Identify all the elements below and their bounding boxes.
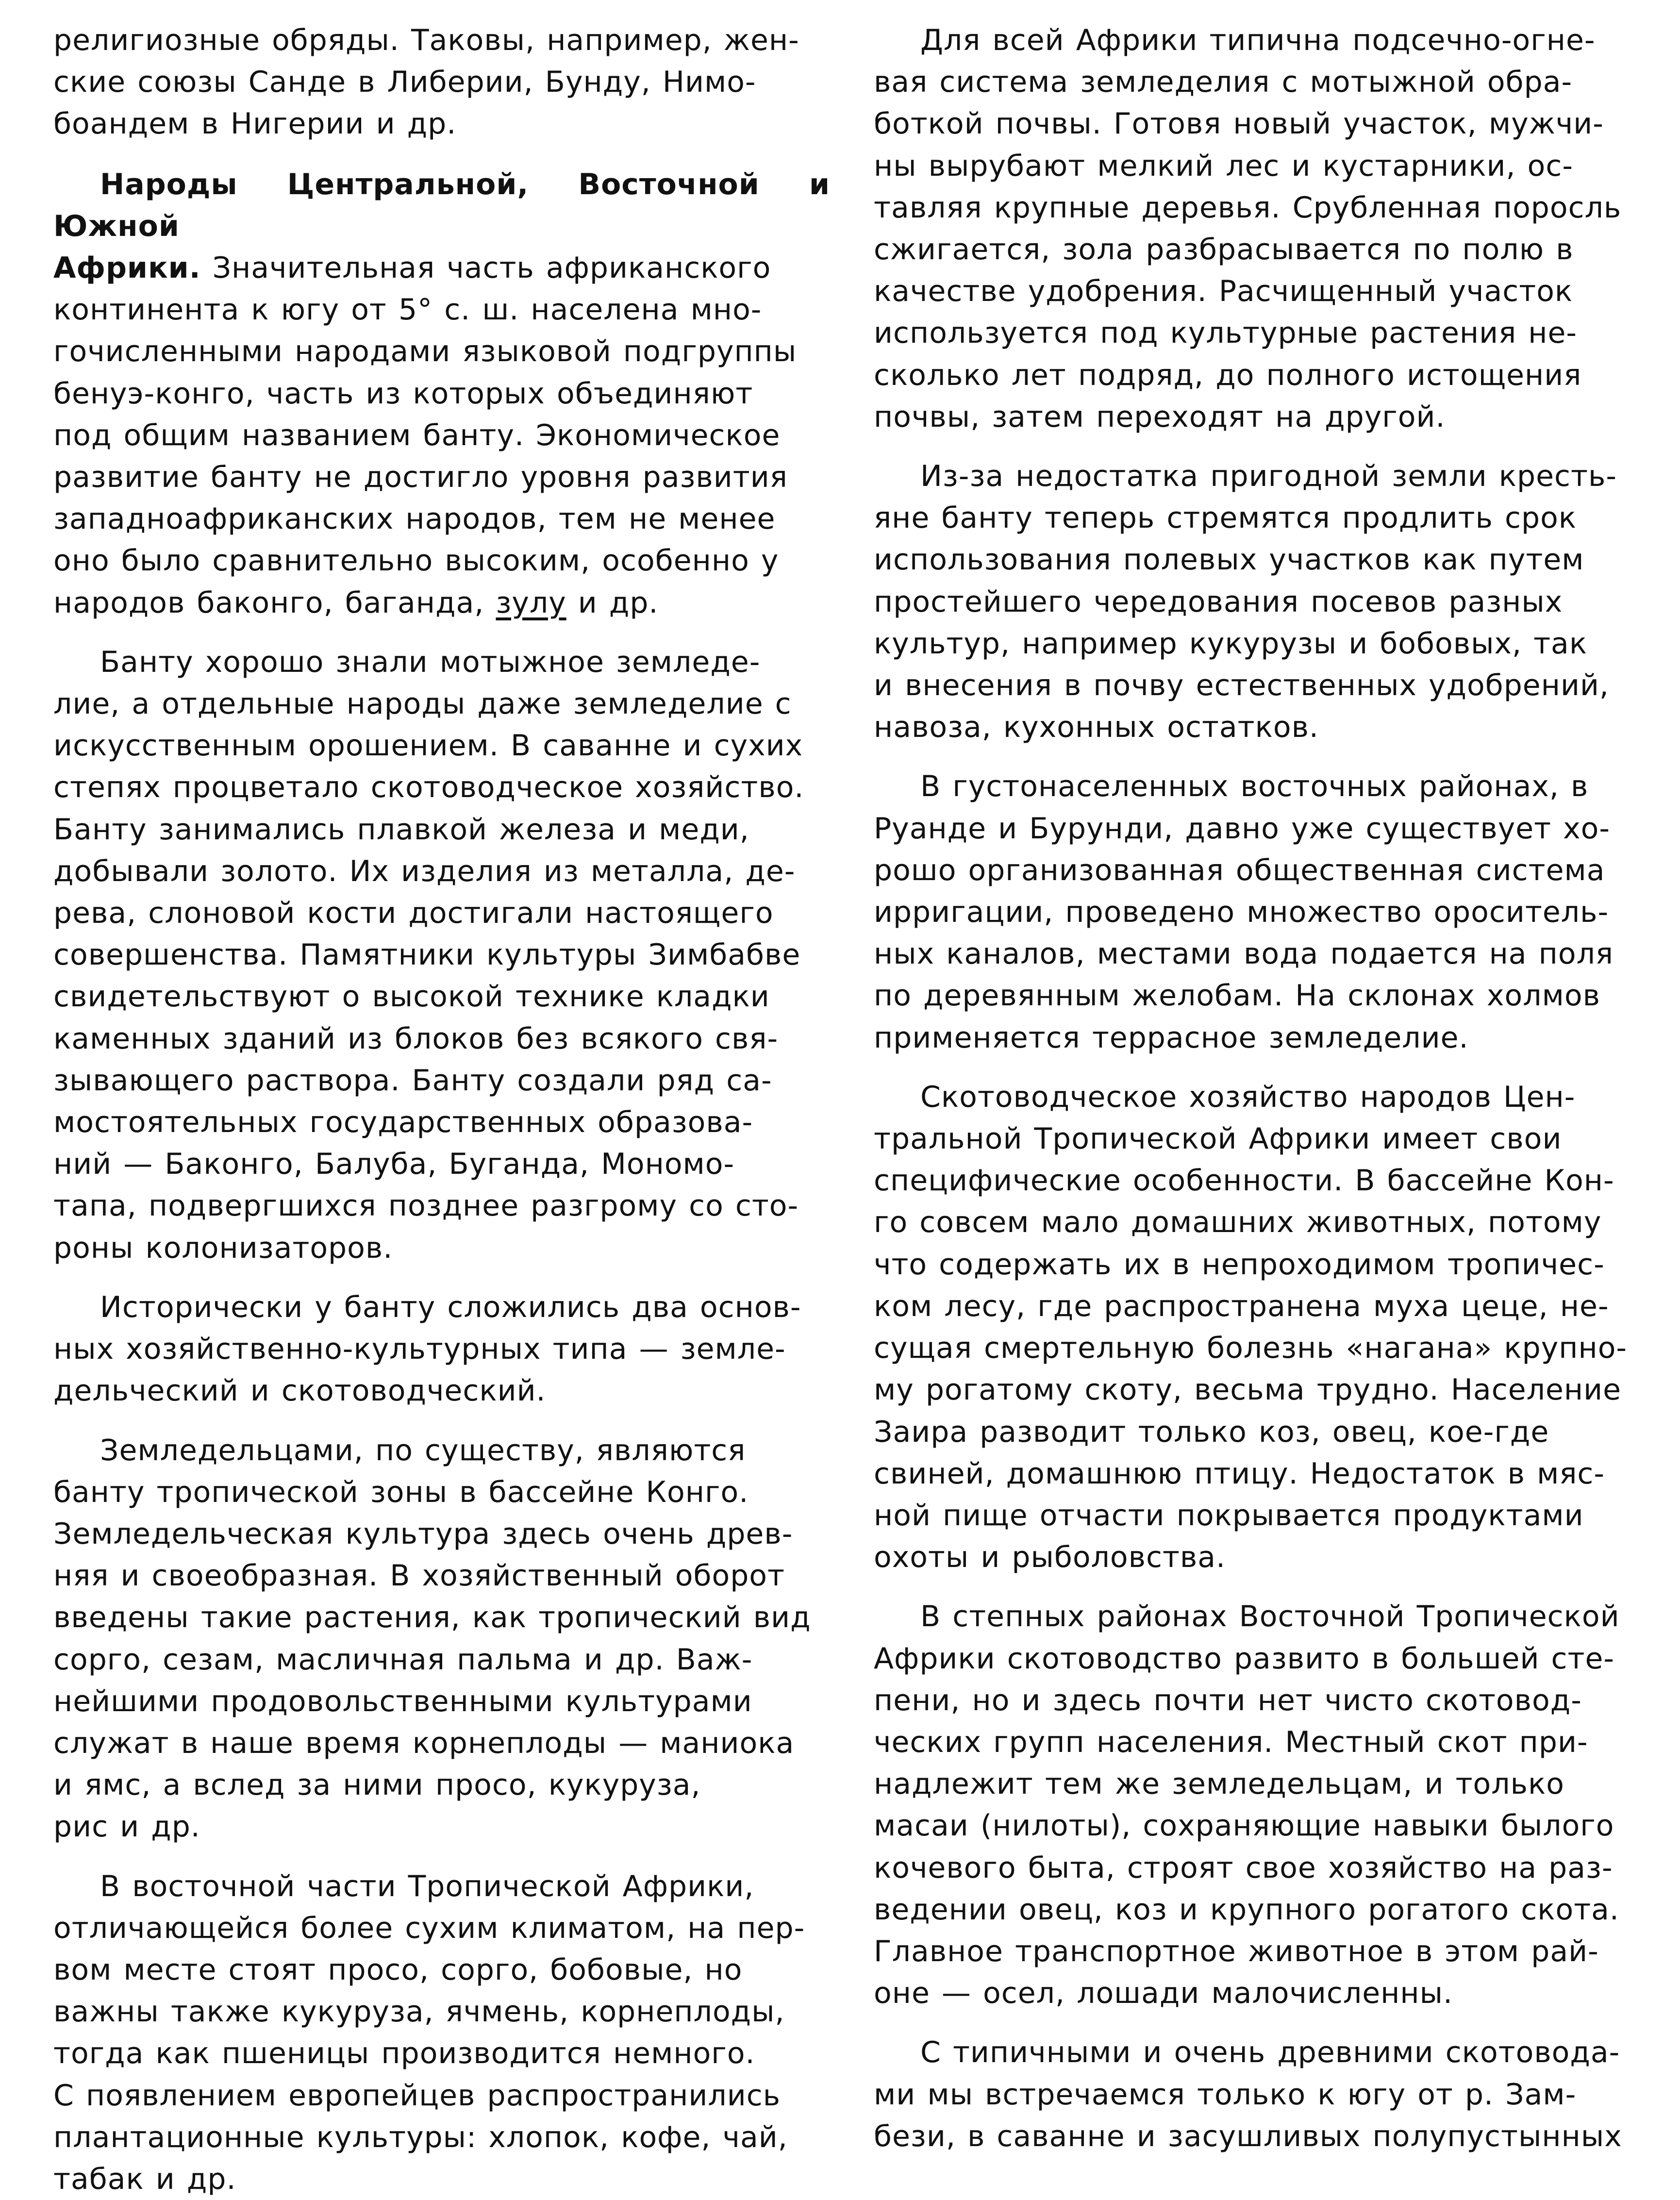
paragraph: Банту хорошо знали мотыжное земледе- лие, а отдельные народы даже земледелие с искусственным орошением. В саванне и сухих степях процветало скотоводческое хозяйство. Банту занимались плавкой железа и меди, добывали золото. Их изделия из металла, де- рева, слоновой кости достигали настоящего совершенства. Памятники культуры Зимбабве свидетельствуют о высокой технике кладки каменных зданий из блоков без всякого свя- зывающего раствора. Банту создали ряд са- мостоятельных государственных образова- ний — Баконго, Балуба, Буганда, Мономо- тапа, подвергшихся позднее разгрому со сто- роны колонизаторов. [53,645,804,1265]
paragraph: Для всей Африки типична подсечно-огне- вая система земледелия с мотыжной обра- боткой почвы. Готовя новый участок, мужчи- ны вырубают мелкий лес и кустарники, ос- тавляя крупные деревья. Срубленная поросль сжигается, зола разбрасывается по полю в качестве удобрения. Расчищенный участок используется под культурные растения не- сколько лет подряд, до полного истощения почвы, затем переходят на другой. [874,23,1622,434]
paragraph-text: и др. [566,585,659,620]
paragraph: Из-за недостатка пригодной земли кресть- яне банту теперь стремятся продлить срок использования полевых участков как путем простейшего чередования посевов разных культур, например кукурузы и бобовых, так и внесения в почву естественных удобрений, навоза, кухонных остатков. [874,459,1617,745]
paragraph: Земледельцами, по существу, являются банту тропической зоны в бассейне Конго. Земледельческая культура здесь очень древ- няя и своеобразная. В хозяйственный оборот введены такие растения, как тропический вид сорго, сезам, масличная пальма и др. Важ- нейшими продовольственными культурами служат в наше время корнеплоды — маниока и ямс, а вслед за ними просо, кукуруза, рис и др. [53,1433,811,1844]
paragraph: В степных районах Восточной Тропической Африки скотоводство развито в большей сте- пени, но и здесь почти нет чисто скотовод- ческих групп населения. Местный скот при- надлежит тем же земледельцам, и только масаи (нилоты), сохраняющие навыки былого кочевого быта, строят свое хозяйство на раз- ведении овец, коз и крупного рогатого скота. Главное транспортное животное в этом рай- оне — осел, лошади малочисленны. [874,1600,1620,2011]
paragraph: Исторически у банту сложились два основ- ных хозяйственно-культурных типа — земле- дельческий и скотоводческий. [53,1290,801,1408]
underlined-word: зулу [496,585,566,620]
left-column [53,19,830,2196]
section-heading: Народы Центральной, Восточной и Южной Африки. [53,167,830,285]
paragraph: Скотоводческое хозяйство народов Цен- тральной Тропической Африки имеет свои специфические особенности. В бассейне Кон- го совсем мало домашних животных, потому что содержать их в непроходимом тропичес- ком лесу, где распространена муха цеце, не- сущая смертельную болезнь «нагана» крупно- му рогатому скоту, весьма трудно. Население Заира разводит только коз, овец, кое-где свиней, домашнюю птицу. Недостаток в мяс- ной пище отчасти покрывается продуктами охоты и рыболовства. [874,1080,1628,1575]
paragraph-text: Значительная часть африканского континента к югу от 5° с. ш. населена мно- гочисленными народами языковой подгруппы бенуэ-конго, часть из которых объединяют под общим названием банту. Экономическое развитие банту не достигло уровня развития западноафриканских народов, тем не менее оно было сравнительно высоким, особенно у народов баконго, баганда, [53,251,797,620]
paragraph: В густонаселенных восточных районах, в Руанде и Бурунди, давно уже существует хо- рошо организованная общественная система ирригации, проведено множество ороситель- ных каналов, местами вода подается на поля по деревянным желобам. На склонах холмов применяется террасное земледелие. [874,769,1614,1055]
paragraph: В восточной части Тропической Африки, отличающейся более сухим климатом, на пер- вом месте стоят просо, сорго, бобовые, но важны также кукуруза, ячмень, корнеплоды, тогда как пшеницы производится немного. С появлением европейцев распространились плантационные культуры: хлопок, кофе, чай, табак и др. [53,1869,805,2196]
section-paragraph [53,164,830,624]
paragraph: С типичными и очень древними скотовода- ми мы встречаемся только к югу от р. Зам- бези, в саванне и засушливых полупустынных [874,2035,1622,2153]
paragraph: религиозные обряды. Таковы, например, жен- ские союзы Санде в Либерии, Бунду, Нимо- боандем в Нигерии и др. [53,23,799,141]
right-column [874,19,1650,2153]
